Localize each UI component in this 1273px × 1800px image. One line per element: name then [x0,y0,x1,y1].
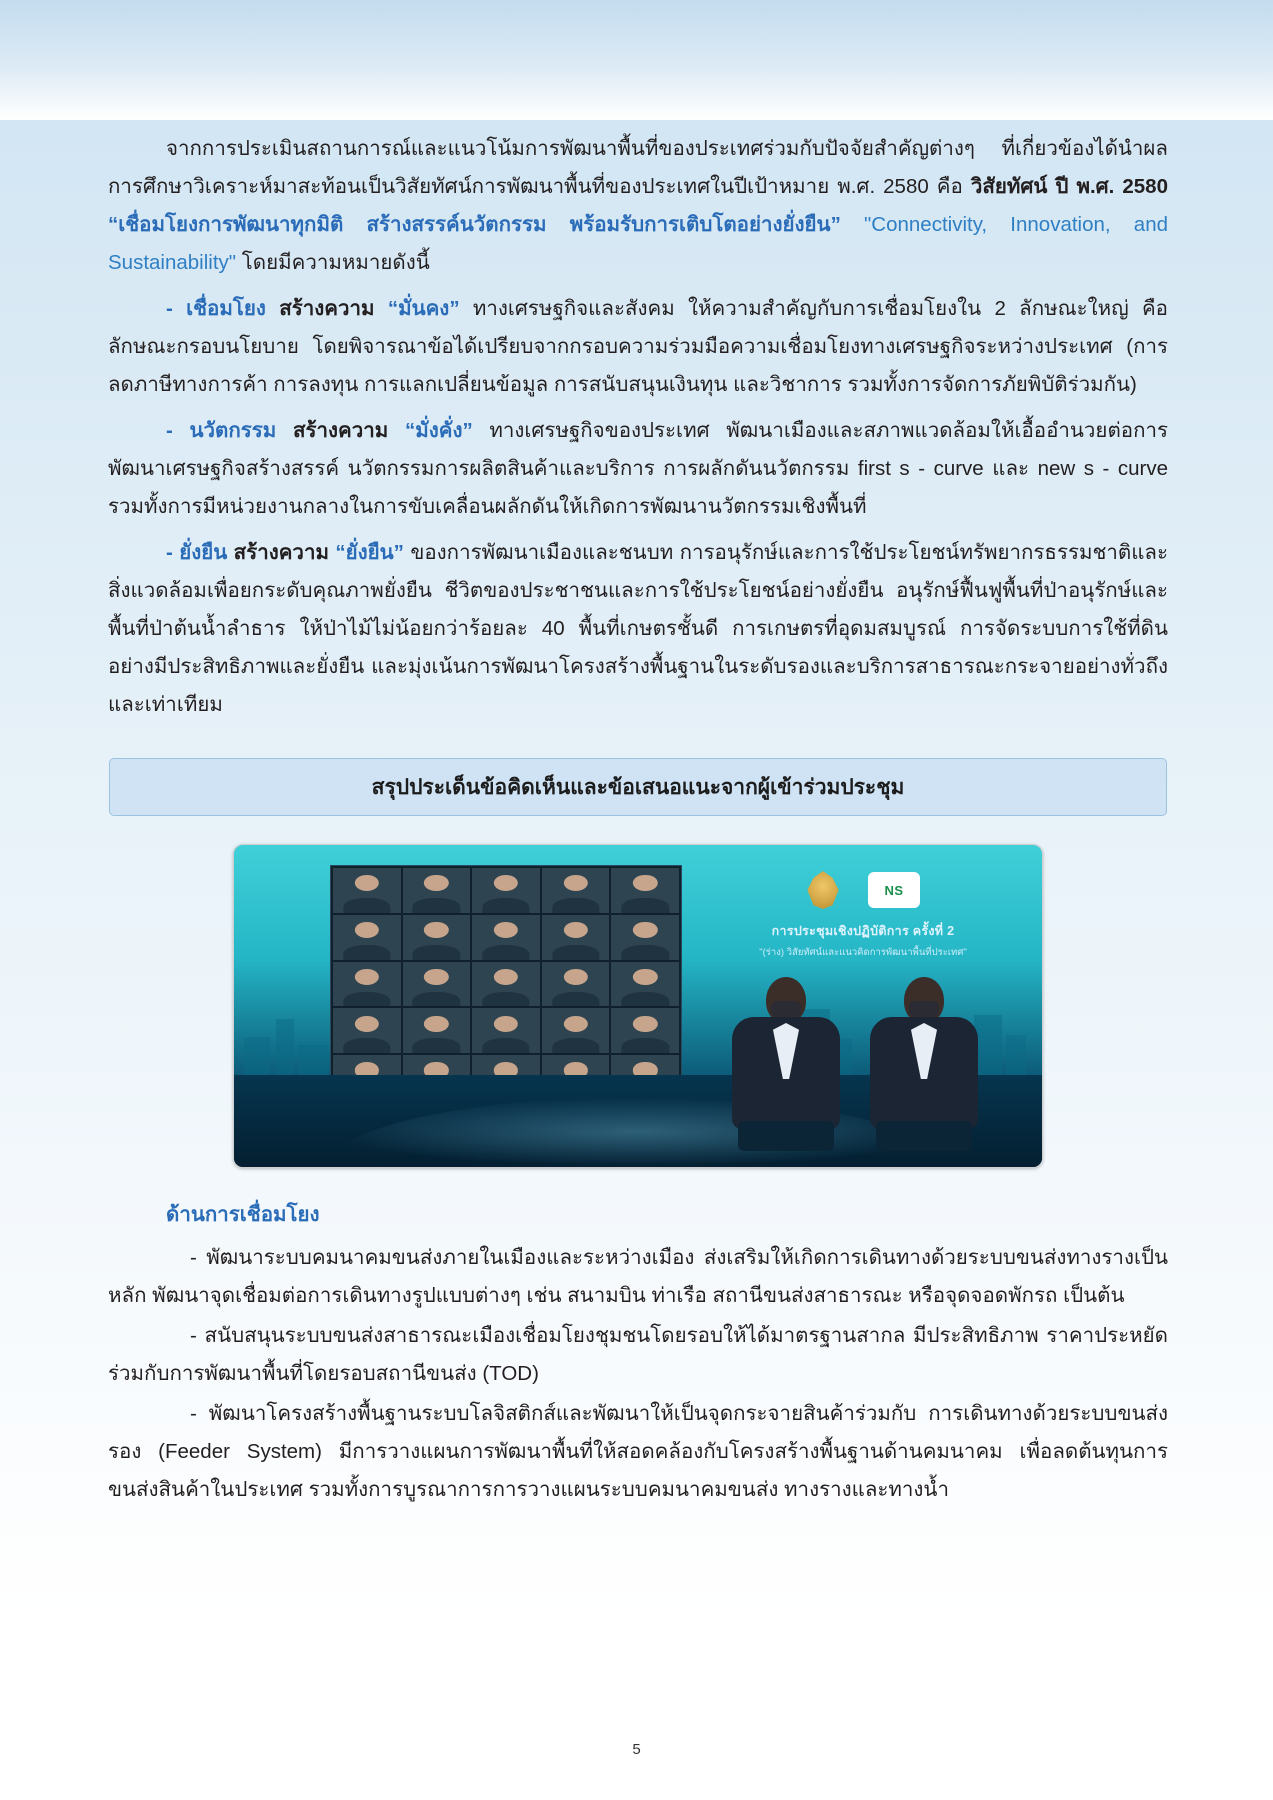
vision-thai-quote: “เชื่อมโยงการพัฒนาทุกมิติ สร้างสรรค์นวัตกรรม พร้อมรับการเติบโตอย่างยั่งยืน” [108,213,841,236]
connectivity-lead-label: - เชื่อมโยง [166,297,266,320]
person-body [870,1017,978,1129]
photo-caption-line2: "(ร่าง) วิสัยทัศน์และแนวคิดการพัฒนาพื้นที่ประเทศ" [759,947,967,958]
video-tile [403,1008,471,1053]
bullet-paragraph-3: - พัฒนาโครงสร้างพื้นฐานระบบโลจิสติกส์และพัฒนาให้เป็นจุดกระจายสินค้าร่วมกับ การเดินทางด้วยระบบขนส่งรอง (Feeder System) มีการวางแผนการพัฒนาพื้นที่ให้สอดคล้องกับโครงสร้างพื้นฐานด้านคมนาคม เพื่อลดต้นทุนการขนส่งสินค้าในประเทศ รวมทั้งการบูรณาการการวางแผนระบบคมนาคมขนส่ง ทางรางและทางน้ำ [108,1402,1168,1501]
connectivity-body-text: ทางเศรษฐกิจและสังคม ให้ความสำคัญกับการเชื่อมโยงใน 2 ลักษณะใหญ่ คือ ลักษณะกรอบนโยบาย โดยพิจารณาข้อได้เปรียบจากกรอบความร่วมมือความเชื่อมโยงทางเศรษฐกิจระหว่างประเทศ (การลดภาษีทางการค้า การลงทุน การแลกเปลี่ยนข้อมูล การสนับสนุนเงินทุน และวิชาการ รวมทั้งการจัดการภัยพิบัติร่วมกัน) [108,297,1168,396]
video-tile [333,962,401,1007]
video-tile [403,962,471,1007]
logo-row [718,871,1008,909]
video-tile [611,868,679,913]
innovation-build-label: สร้างความ [276,419,405,442]
face-mask-icon [771,1001,801,1017]
video-tile [472,962,540,1007]
connectivity-quote: “มั่นคง” [387,297,460,320]
video-tile [611,1008,679,1053]
vision-english-quote: "Connectivity, Innovation, and Sustainability" [108,213,1168,274]
person-body [732,1017,840,1129]
vision-intro-text: จากการประเมินสถานการณ์และแนวโน้มการพัฒนาพื้นที่ของประเทศร่วมกับปัจจัยสำคัญต่างๆ ที่เกี่ยวข้องได้นำผลการศึกษาวิเคราะห์มาสะท้อนเป็นวิสัยทัศน์การพัฒนาพื้นที่ของประเทศในปีเป้าหมาย พ.ศ. 2580 คือ [108,137,1168,198]
vision-tail-text: โดยมีความหมายดังนี้ [236,251,430,274]
video-tile [403,868,471,913]
video-tile [333,1008,401,1053]
innovation-lead-label: - นวัตกรรม [166,419,277,442]
person-shirt [773,1023,799,1079]
bullet-paragraph-1: - พัฒนาระบบคมนาคมขนส่งภายในเมืองและระหว่างเมือง ส่งเสริมให้เกิดการเดินทางด้วยระบบขนส่งทางรางเป็นหลัก พัฒนาจุดเชื่อมต่อการเดินทางรูปแบบต่างๆ เช่น สนามบิน ท่าเรือ สถานีขนส่งสาธารณะ หรือจุดจอดพักรถ เป็นต้น [108,1246,1168,1307]
section-banner [109,758,1167,816]
chair [738,1121,834,1151]
paragraph-connectivity [108,290,1168,404]
bullet-paragraph-2: - สนับสนุนระบบขนส่งสาธารณะเมืองเชื่อมโยงชุมชนโดยรอบให้ได้มาตรฐานสากล มีประสิทธิภาพ ราคาประหยัด ร่วมกับการพัฒนาพื้นที่โดยรอบสถานีขนส่ง (TOD) [108,1324,1168,1385]
chair [876,1121,972,1151]
person-shirt [911,1023,937,1079]
video-tile [542,962,610,1007]
video-tile [542,1008,610,1053]
page-content [108,130,1168,1511]
video-tile [611,915,679,960]
sustainability-quote: “ยั่งยืน” [335,541,404,564]
innovation-quote: “มั่งคั่ง” [404,419,473,442]
video-tile [333,868,401,913]
stage-title-board [718,871,1008,960]
seated-person-left [732,977,840,1129]
sustainability-lead-label: - ยั่งยืน [166,541,228,564]
paragraph-vision [108,130,1168,282]
video-tile [542,868,610,913]
photo-container [108,844,1168,1168]
video-participant-grid [330,865,682,1103]
seated-person-right [870,977,978,1129]
paragraph-sustainability [108,534,1168,724]
video-tile [542,915,610,960]
section-banner-title: สรุปประเด็นข้อคิดเห็นและข้อเสนอแนะจากผู้เข้าร่วมประชุม [371,775,905,799]
face-mask-icon [909,1001,939,1017]
ns-plan-logo-icon: NS [868,872,920,908]
sustainability-build-label: สร้างความ [227,541,336,564]
page-number: 5 [632,1741,641,1758]
video-tile [472,868,540,913]
photo-caption-line1: การประชุมเชิงปฏิบัติการ ครั้งที่ 2 [771,924,955,938]
video-tile [611,962,679,1007]
section-heading-connectivity: ด้านการเชื่อมโยง [166,1203,320,1226]
meeting-photo [233,844,1043,1168]
video-tile [472,915,540,960]
video-tile [333,915,401,960]
video-tile [403,915,471,960]
connectivity-build-label: สร้างความ [265,297,388,320]
sustainability-body-text: ของการพัฒนาเมืองและชนบท การอนุรักษ์และการใช้ประโยชน์ทรัพยากรธรรมชาติและสิ่งแวดล้อมเพื่อยกระดับคุณภาพยั่งยืน ชีวิตของประชาชนและการใช้ประโยชน์อย่างยั่งยืน อนุรักษ์ฟื้นฟูพื้นที่ป่าอนุรักษ์และพื้นที่ป่าต้นน้ำลำธาร ให้ป่าไม้ไม่น้อยกว่าร้อยละ 40 พื้นที่เกษตรชั้นดี การเกษตรที่อุดมสมบูรณ์ การจัดระบบการใช้ที่ดินอย่างมีประสิทธิภาพและยั่งยืน และมุ่งเน้นการพัฒนาโครงสร้างพื้นฐานในระดับรองและบริการสาธารณะกระจายอย่างทั่วถึงและเท่าเทียม [108,541,1168,716]
video-tile [472,1008,540,1053]
innovation-body-text: ทางเศรษฐกิจของประเทศ พัฒนาเมืองและสภาพแวดล้อมให้เอื้ออำนวยต่อการพัฒนาเศรษฐกิจสร้างสรรค์ นวัตกรรมการผลิตสินค้าและบริการ การผลักดันนวัตกรรม first s - curve และ new s - curve รวมทั้งการมีหน่วยงานกลางในการขับเคลื่อนผลักดันให้เกิดการพัฒนานวัตกรรมเชิงพื้นที่ [108,419,1169,518]
garuda-emblem-icon [806,871,840,909]
vision-label: วิสัยทัศน์ ปี พ.ศ. 2580 [970,175,1168,198]
paragraph-innovation [108,412,1168,526]
